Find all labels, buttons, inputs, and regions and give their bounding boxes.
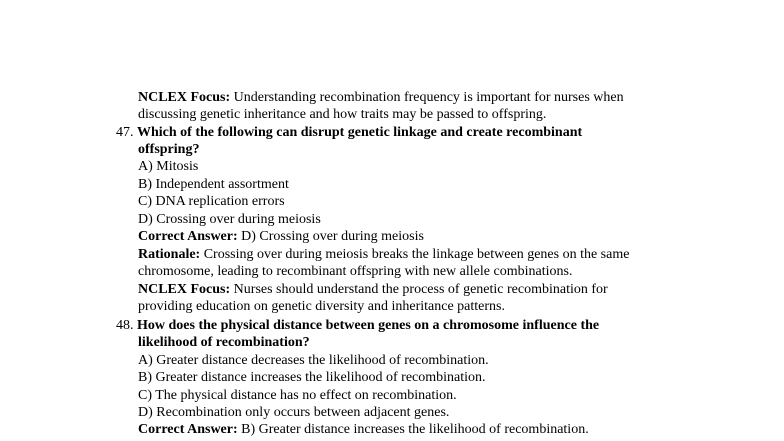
option-b: B) Greater distance increases the likelihood of recombination. [138, 370, 486, 385]
question-47 [116, 124, 582, 141]
option-c: C) DNA replication errors [138, 194, 285, 209]
nclex-focus: NCLEX Focus: Nurses should understand the process of genetic recombination for [138, 282, 608, 297]
option-d: D) Recombination only occurs between adjacent genes. [138, 405, 450, 420]
question-text-cont: offspring? [138, 142, 200, 157]
question-text: Which of the following can disrupt genetic linkage and create recombinant [137, 125, 583, 140]
option-a: A) Greater distance decreases the likelihood of recombination. [138, 353, 489, 368]
top-focus-line-2: discussing genetic inheritance and how traits may be passed to offspring. [138, 107, 547, 122]
correct-answer: Correct Answer: D) Crossing over during meiosis [138, 229, 424, 244]
rationale: Rationale: Crossing over during meiosis breaks the linkage between genes on the same [138, 247, 630, 262]
correct-answer: Correct Answer: B) Greater distance increases the likelihood of recombination. [138, 422, 589, 437]
question-number: 47. [116, 125, 134, 140]
option-d: D) Crossing over during meiosis [138, 212, 321, 227]
question-48 [116, 317, 599, 334]
question-text: How does the physical distance between genes on a chromosome influence the [137, 318, 600, 333]
option-b: B) Independent assortment [138, 177, 289, 192]
rationale-cont: chromosome, leading to recombinant offspring with new allele combinations. [138, 264, 573, 279]
option-a: A) Mitosis [138, 159, 199, 174]
top-focus-label: NCLEX Focus: [138, 90, 231, 105]
question-text-cont: likelihood of recombination? [138, 335, 310, 350]
option-c: C) The physical distance has no effect on recombination. [138, 388, 457, 403]
top-focus-line-1: NCLEX Focus: Understanding recombination frequency is important for nurses when [138, 90, 624, 105]
question-number: 48. [116, 318, 134, 333]
nclex-focus-cont: providing education on genetic diversity and inheritance patterns. [138, 299, 505, 314]
